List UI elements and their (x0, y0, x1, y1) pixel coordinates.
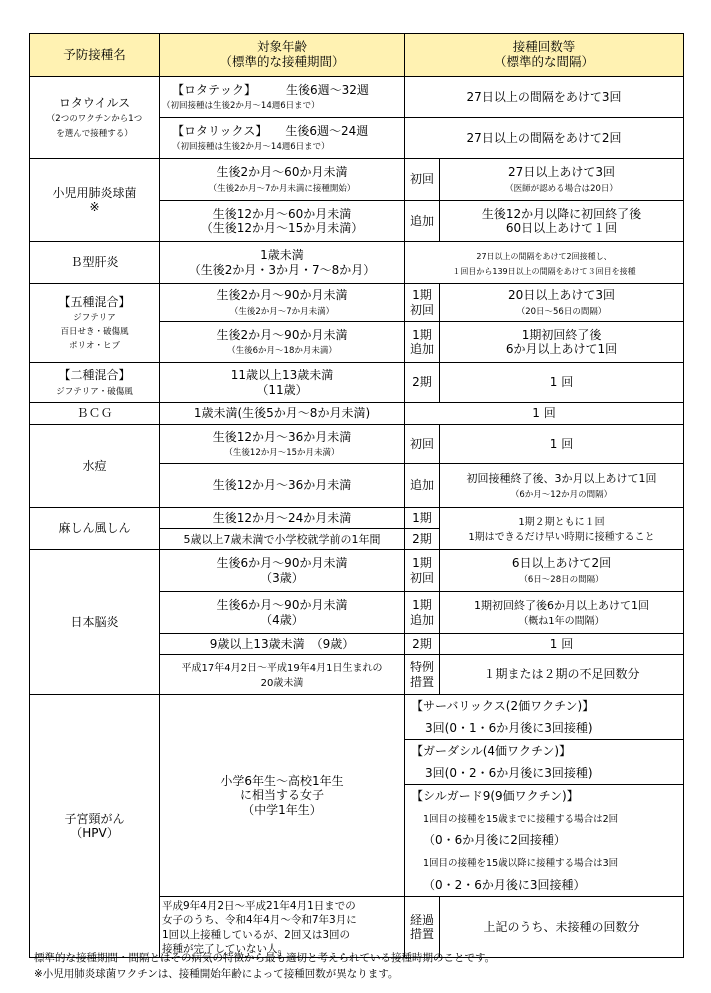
two-label: 2期 (405, 363, 440, 403)
five-add-label: 1期 追加 (405, 322, 440, 363)
header-row (30, 34, 684, 77)
hepb-name: Ｂ型肝炎 (30, 242, 160, 284)
hpv-transition-count: 上記のうち、未接種の回数分 (440, 897, 684, 958)
je-first-count: 6日以上あけて2回 （6日～28日の間隔） (440, 550, 684, 592)
pneumococcal-add-count: 生後12か月以降に初回終了後 60日以上あけて１回 (440, 201, 684, 242)
hpv-silgard-detail1: （0・6か月後に2回接種） (405, 830, 684, 852)
hepb-count: 27日以上の間隔をあけて2回接種し、 １回目から139日以上の間隔をあけて３回目を接種 (405, 242, 684, 284)
mr-name: 麻しん風しん (30, 508, 160, 550)
hpv-name: 子宮頸がん （HPV） (30, 695, 160, 958)
hepb-row (30, 242, 684, 284)
bcg-row (30, 403, 684, 425)
varicella-add-label: 追加 (405, 464, 440, 508)
bcg-count: 1 回 (405, 403, 684, 425)
two-row (30, 363, 684, 403)
pneumococcal-first-age: 生後2か月～60か月未満 （生後2か月～7か月未満に接種開始） (160, 159, 405, 201)
hpv-silgard-title: 【シルガード9(9価ワクチン)】 (405, 785, 684, 808)
rotateq-age-cell: 【ロタテック】 生後6週～32週 （初回接種は生後2か月～14週6日まで） (160, 77, 405, 118)
je-first-age: 生後6か月～90か月未満 （3歳） (160, 550, 405, 592)
header-dose-count: 接種回数等 （標準的な間隔） (405, 34, 684, 77)
je-second-age: 9歳以上13歳未満 （9歳） (160, 634, 405, 655)
header-target-age: 対象年齢 （標準的な接種期間） (160, 34, 405, 77)
hpv-cervarix-title: 【サーバリックス(2価ワクチン)】 (405, 695, 684, 718)
mr-label2: 2期 (405, 529, 440, 550)
je-add-count: 1期初回終了後6か月以上あけて1回 （概ね1年の間隔） (440, 592, 684, 634)
hpv-age: 小学6年生～高校1年生 に相当する女子 （中学1年生） (160, 695, 405, 897)
hpv-silgard-note1: 1回目の接種を15歳までに接種する場合は2回 (405, 808, 684, 830)
two-count: 1 回 (440, 363, 684, 403)
varicella-first-row (30, 425, 684, 464)
five-first-count: 20日以上あけて3回 （20日～56日の間隔） (440, 284, 684, 322)
two-age: 11歳以上13歳未満 （11歳） (160, 363, 405, 403)
footnote-pneumococcal: ※小児用肺炎球菌ワクチンは、接種開始年齢によって接種回数が異なります。 (34, 968, 399, 980)
je-add-label: 1期 追加 (405, 592, 440, 634)
varicella-name: 水痘 (30, 425, 160, 508)
five-name: 【五種混合】 (58, 294, 131, 309)
five-add-count: 1期初回終了後 6か月以上あけて1回 (440, 322, 684, 363)
hpv-cervarix-title-row (30, 695, 684, 718)
varicella-first-age: 生後12か月～36か月未満 （生後12か月～15か月未満） (160, 425, 405, 464)
je-special-label: 特例 措置 (405, 655, 440, 695)
je-first-label: 1期 初回 (405, 550, 440, 592)
pneumococcal-name: 小児用肺炎球菌 (52, 185, 137, 200)
pneumococcal-add-label: 追加 (405, 201, 440, 242)
hepb-age: 1歳未満 （生後2か月・3か月・7～8か月） (160, 242, 405, 284)
pneumococcal-first-label: 初回 (405, 159, 440, 201)
bcg-age: 1歳未満(生後5か月～8か月未満) (160, 403, 405, 425)
two-name-cell: 【二種混合】 ジフテリア・破傷風 (30, 363, 160, 403)
five-first-label: 1期 初回 (405, 284, 440, 322)
rotavirus-name-cell: ロタウイルス （2つのワクチンから1つ を選んで接種する） (30, 77, 160, 159)
hpv-transition-age: 平成9年4月2日～平成21年4月1日までの 女子のうち、令和4年4月～令和7年3月に 1回以上接種しているが、2回又は3回の 接種が完了していない人。 (160, 897, 405, 958)
mr-age1: 生後12か月～24か月未満 (160, 508, 405, 529)
varicella-first-count: 1 回 (440, 425, 684, 464)
pneumococcal-add-age: 生後12か月～60か月未満 （生後12か月～15か月未満） (160, 201, 405, 242)
hpv-transition-label: 経過 措置 (405, 897, 440, 958)
mr-count: 1期２期ともに１回 1期はできるだけ早い時期に接種すること (440, 508, 684, 550)
five-first-row (30, 284, 684, 322)
pneumococcal-first-row (30, 159, 684, 201)
je-special-age: 平成17年4月2日～平成19年4月1日生まれの 20歳未満 (160, 655, 405, 695)
pneumococcal-first-count: 27日以上あけて3回 （医師が認める場合は20日） (440, 159, 684, 201)
hpv-silgard-detail2: （0・2・6か月後に3回接種） (405, 874, 684, 897)
varicella-add-count: 初回接種終了後、3か月以上あけて1回 （6か月～12か月の間隔） (440, 464, 684, 508)
je-second-count: 1 回 (440, 634, 684, 655)
rotavirus-name: ロタウイルス (58, 96, 131, 111)
five-add-age: 生後2か月～90か月未満 （生後6か月～18か月未満） (160, 322, 405, 363)
je-name: 日本脳炎 (30, 550, 160, 695)
hpv-gardasil-detail: 3回(0・2・6か月後に3回接種) (405, 763, 684, 785)
mr-label1: 1期 (405, 508, 440, 529)
varicella-add-age: 生後12か月～36か月未満 (160, 464, 405, 508)
je-second-label: 2期 (405, 634, 440, 655)
rotarix-age-cell: 【ロタリックス】 生後6週～24週 （初回接種は生後2か月～14週6日まで） (160, 118, 405, 159)
header-vaccine-name: 予防接種名 (30, 34, 160, 77)
rotarix-count-cell: 27日以上の間隔をあけて2回 (405, 118, 684, 159)
je-add-age: 生後6か月～90か月未満 （4歳） (160, 592, 405, 634)
hpv-silgard-note2: 1回目の接種を15歳以降に接種する場合は3回 (405, 852, 684, 874)
je-first-row (30, 550, 684, 592)
hpv-cervarix-detail: 3回(0・1・6か月後に3回接種) (405, 718, 684, 740)
hpv-gardasil-title: 【ガーダシル(4価ワクチン)】 (405, 740, 684, 763)
mr-first-row (30, 508, 684, 529)
je-special-count: １期または２期の不足回数分 (440, 655, 684, 695)
two-name: 【二種混合】 (58, 368, 131, 383)
vaccination-schedule-table (29, 33, 684, 958)
varicella-first-label: 初回 (405, 425, 440, 464)
pneumococcal-name-cell: 小児用肺炎球菌 ※ (30, 159, 160, 242)
rotateq-count-cell: 27日以上の間隔をあけて3回 (405, 77, 684, 118)
five-name-cell: 【五種混合】 ジフテリア 百日せき・破傷風 ポリオ・ヒブ (30, 284, 160, 363)
bcg-name: ＢＣＧ (30, 403, 160, 425)
rotavirus-rotateq-row (30, 77, 684, 118)
five-first-age: 生後2か月～90か月未満 （生後2か月～7か月未満） (160, 284, 405, 322)
footnote-standard-period: 標準的な接種期間・間隔とはその病気の特徴から最も適切と考えられている接種時期のことです。 (34, 952, 496, 964)
mr-age2: 5歳以上7歳未満で小学校就学前の1年間 (160, 529, 405, 550)
